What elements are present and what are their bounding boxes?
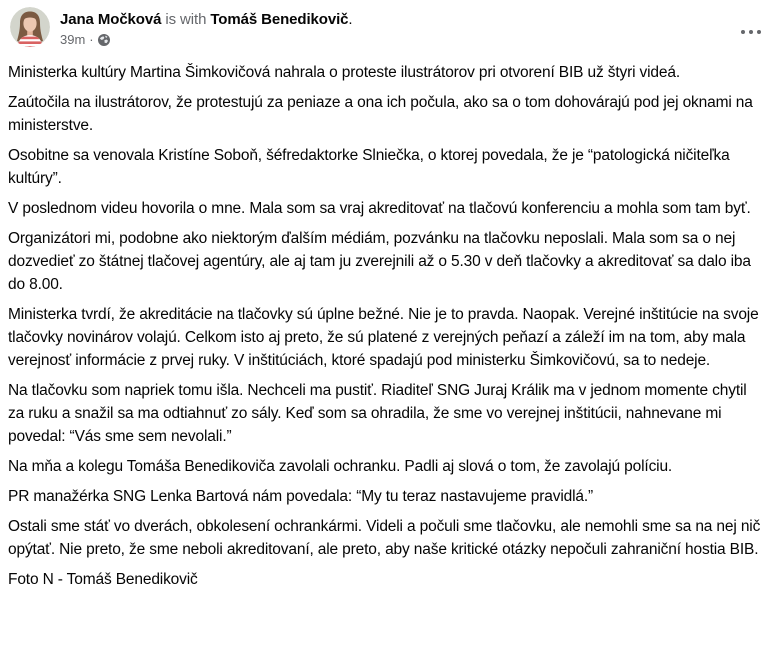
post-body	[0, 47, 775, 591]
post-header-text	[60, 7, 353, 47]
post-paragraph: Na mňa a kolegu Tomáša Benedikoviča zavolali ochranku. Padli aj slová o tom, že zavolajú políciu.	[8, 458, 673, 475]
tagged-name[interactable]: Tomáš Benedikovič	[210, 11, 349, 28]
post-byline	[60, 10, 353, 29]
post-meta	[60, 32, 353, 47]
byline-period: .	[348, 11, 353, 28]
post-paragraph: Organizátori mi, podobne ako niektorým ďalším médiám, pozvánku na tlačovku neposlali. Mala som sa o nej dozvedieť zo štátnej tlačovej agentúry, ale aj tam ju zverejnili až o 5.30 v deň tlačovky a akreditovať sa dalo iba do 8.00.	[8, 230, 751, 293]
post-paragraph: Osobitne sa venovala Kristíne Soboň, šéfredaktorke Slniečka, o ktorej povedala, že je “patologická ničiteľka kultúry”.	[8, 147, 730, 187]
meta-separator: ·	[89, 32, 94, 47]
post-paragraph: Ministerka kultúry Martina Šimkovičová nahrala o proteste ilustrátorov pri otvorení BIB už štyri videá.	[8, 64, 680, 81]
globe-icon	[98, 34, 110, 46]
post-paragraph: Zaútočila na ilustrátorov, že protestujú za peniaze a ona ich počula, ako sa o tom dohovárajú pod jej oknami na ministerstve.	[8, 94, 753, 134]
author-name[interactable]: Jana Močková	[60, 11, 162, 28]
post-header	[0, 0, 775, 47]
post-paragraph: Ostali sme stáť vo dverách, obkolesení ochrankármi. Videli a počuli sme tlačovku, ale nemohli sme sa na nej nič opýtať. Nie preto, že sme neboli akreditovaní, ale preto, aby naše kritické otázky nepočuli zahraniční hostia BIB.	[8, 518, 761, 558]
post-paragraph: Na tlačovku som napriek tomu išla. Nechceli ma pustiť. Riaditeľ SNG Juraj Králik ma v jednom momente chytil za ruku a snažil sa ma odtiahnuť zo sály. Keď som sa ohradila, že sme vo verejnej inštitúcii, nahnevane mi povedal: “Vás sme sem nevolali.”	[8, 382, 747, 445]
post-options-button[interactable]	[733, 14, 769, 50]
post-paragraph: Foto N - Tomáš Benedikovič	[8, 571, 198, 588]
post-paragraph: Ministerka tvrdí, že akreditácie na tlačovky sú úplne bežné. Nie je to pravda. Naopak. Verejné inštitúcie na svoje tlačovky novinárov volajú. Celkom isto aj preto, že sú platené z verejných peňazí a záleží im na tom, aby mala verejnosť informácie z prvej ruky. V inštitúciách, ktoré spadajú pod ministerku Šimkovičovú, sa to nedeje.	[8, 306, 759, 369]
avatar[interactable]	[10, 7, 50, 47]
byline-connector: is with	[165, 11, 207, 28]
timestamp[interactable]: 39m	[60, 32, 86, 47]
post-paragraph: V poslednom videu hovorila o mne. Mala som sa vraj akreditovať na tlačovú konferenciu a mohla som tam byť.	[8, 200, 751, 217]
post-paragraph: PR manažérka SNG Lenka Bartová nám povedala: “My tu teraz nastavujeme pravidlá.”	[8, 488, 594, 505]
avatar-image	[10, 7, 50, 47]
ellipsis-icon	[741, 30, 745, 34]
